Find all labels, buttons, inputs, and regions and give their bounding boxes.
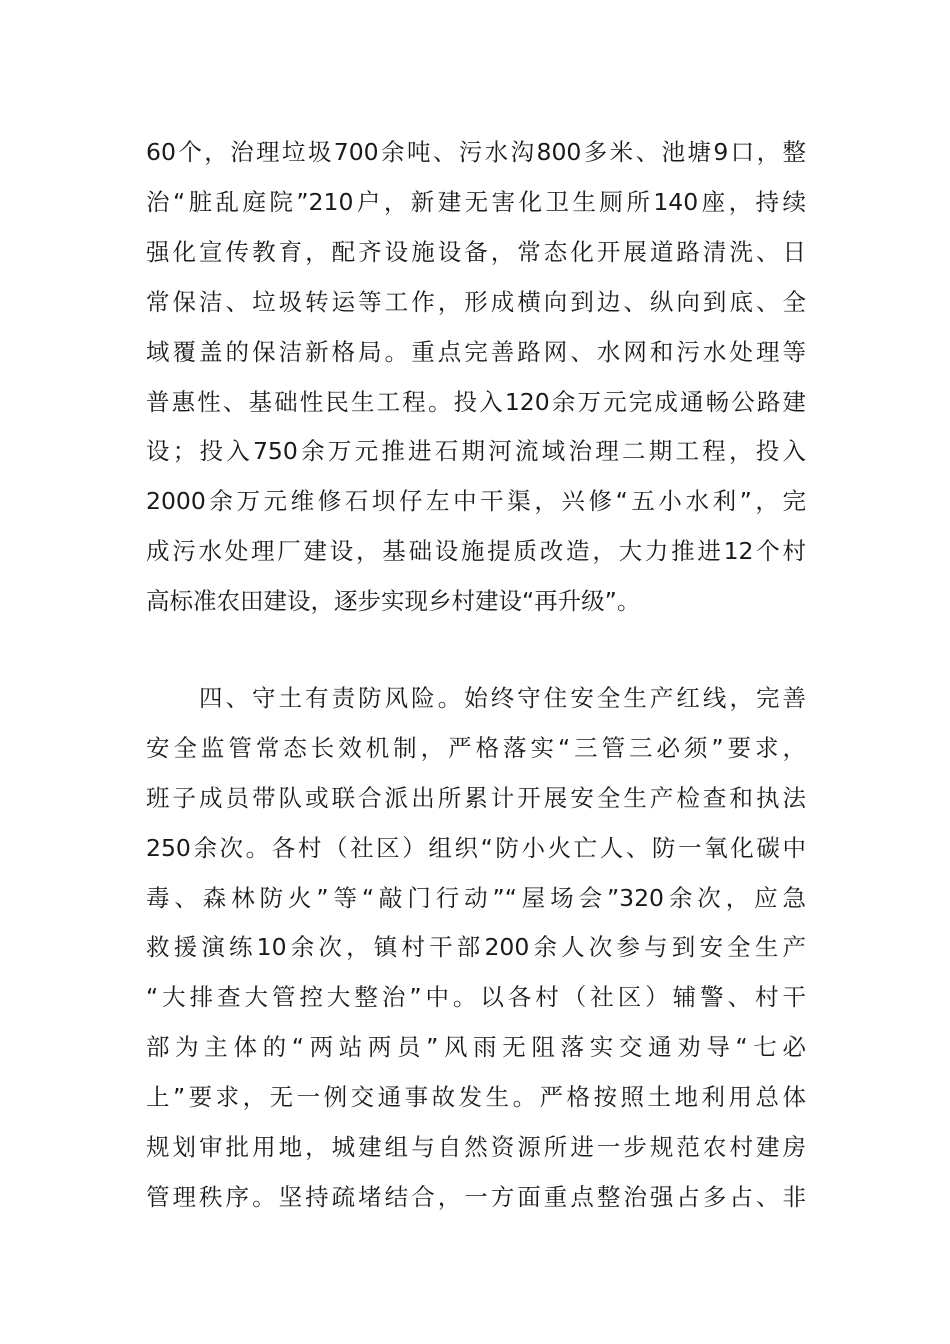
paragraph-1-line: 治“脏乱庭院”210户，新建无害化卫生厕所140座，持续	[146, 188, 806, 216]
paragraph-1-line: 域覆盖的保洁新格局。重点完善路网、水网和污水处理等	[146, 338, 806, 366]
paragraph-2-line: 四、守土有责防风险。始终守住安全生产红线，完善	[199, 684, 806, 712]
paragraph-2-line: “大排查大管控大整治”中。以各村（社区）辅警、村干	[146, 983, 806, 1011]
paragraph-2-line: 规划审批用地，城建组与自然资源所进一步规范农村建房	[146, 1133, 806, 1161]
paragraph-1-line: 强化宣传教育，配齐设施设备，常态化开展道路清洗、日	[146, 238, 806, 266]
paragraph-2-line: 安全监管常态长效机制，严格落实“三管三必须”要求，	[146, 734, 806, 762]
paragraph-2-line: 部为主体的“两站两员”风雨无阻落实交通劝导“七必	[146, 1033, 806, 1061]
paragraph-2-line: 毒、森林防火”等“敲门行动”“屋场会”320余次，应急	[146, 884, 806, 912]
paragraph-1-line: 2000余万元维修石坝仔左中干渠，兴修“五小水利”，完	[146, 487, 806, 515]
paragraph-1-line: 设；投入750余万元推进石期河流域治理二期工程，投入	[146, 437, 806, 465]
paragraph-1-line: 常保洁、垃圾转运等工作，形成横向到边、纵向到底、全	[146, 288, 806, 316]
paragraph-1-line: 成污水处理厂建设，基础设施提质改造，大力推进12个村	[146, 537, 806, 565]
paragraph-2-line: 250余次。各村（社区）组织“防小火亡人、防一氧化碳中	[146, 834, 806, 862]
paragraph-1-line: 普惠性、基础性民生工程。投入120余万元完成通畅公路建	[146, 388, 806, 416]
paragraph-2-line: 上”要求，无一例交通事故发生。严格按照土地利用总体	[146, 1083, 806, 1111]
paragraph-2-line: 管理秩序。坚持疏堵结合，一方面重点整治强占多占、非	[146, 1183, 806, 1211]
paragraph-1-line: 60个，治理垃圾700余吨、污水沟800多米、池塘9口，整	[146, 138, 806, 166]
paragraph-2-line: 班子成员带队或联合派出所累计开展安全生产检查和执法	[146, 784, 806, 812]
paragraph-1-line: 高标准农田建设，逐步实现乡村建设“再升级”。	[146, 587, 641, 615]
paragraph-2-line: 救援演练10余次，镇村干部200余人次参与到安全生产	[146, 933, 806, 961]
